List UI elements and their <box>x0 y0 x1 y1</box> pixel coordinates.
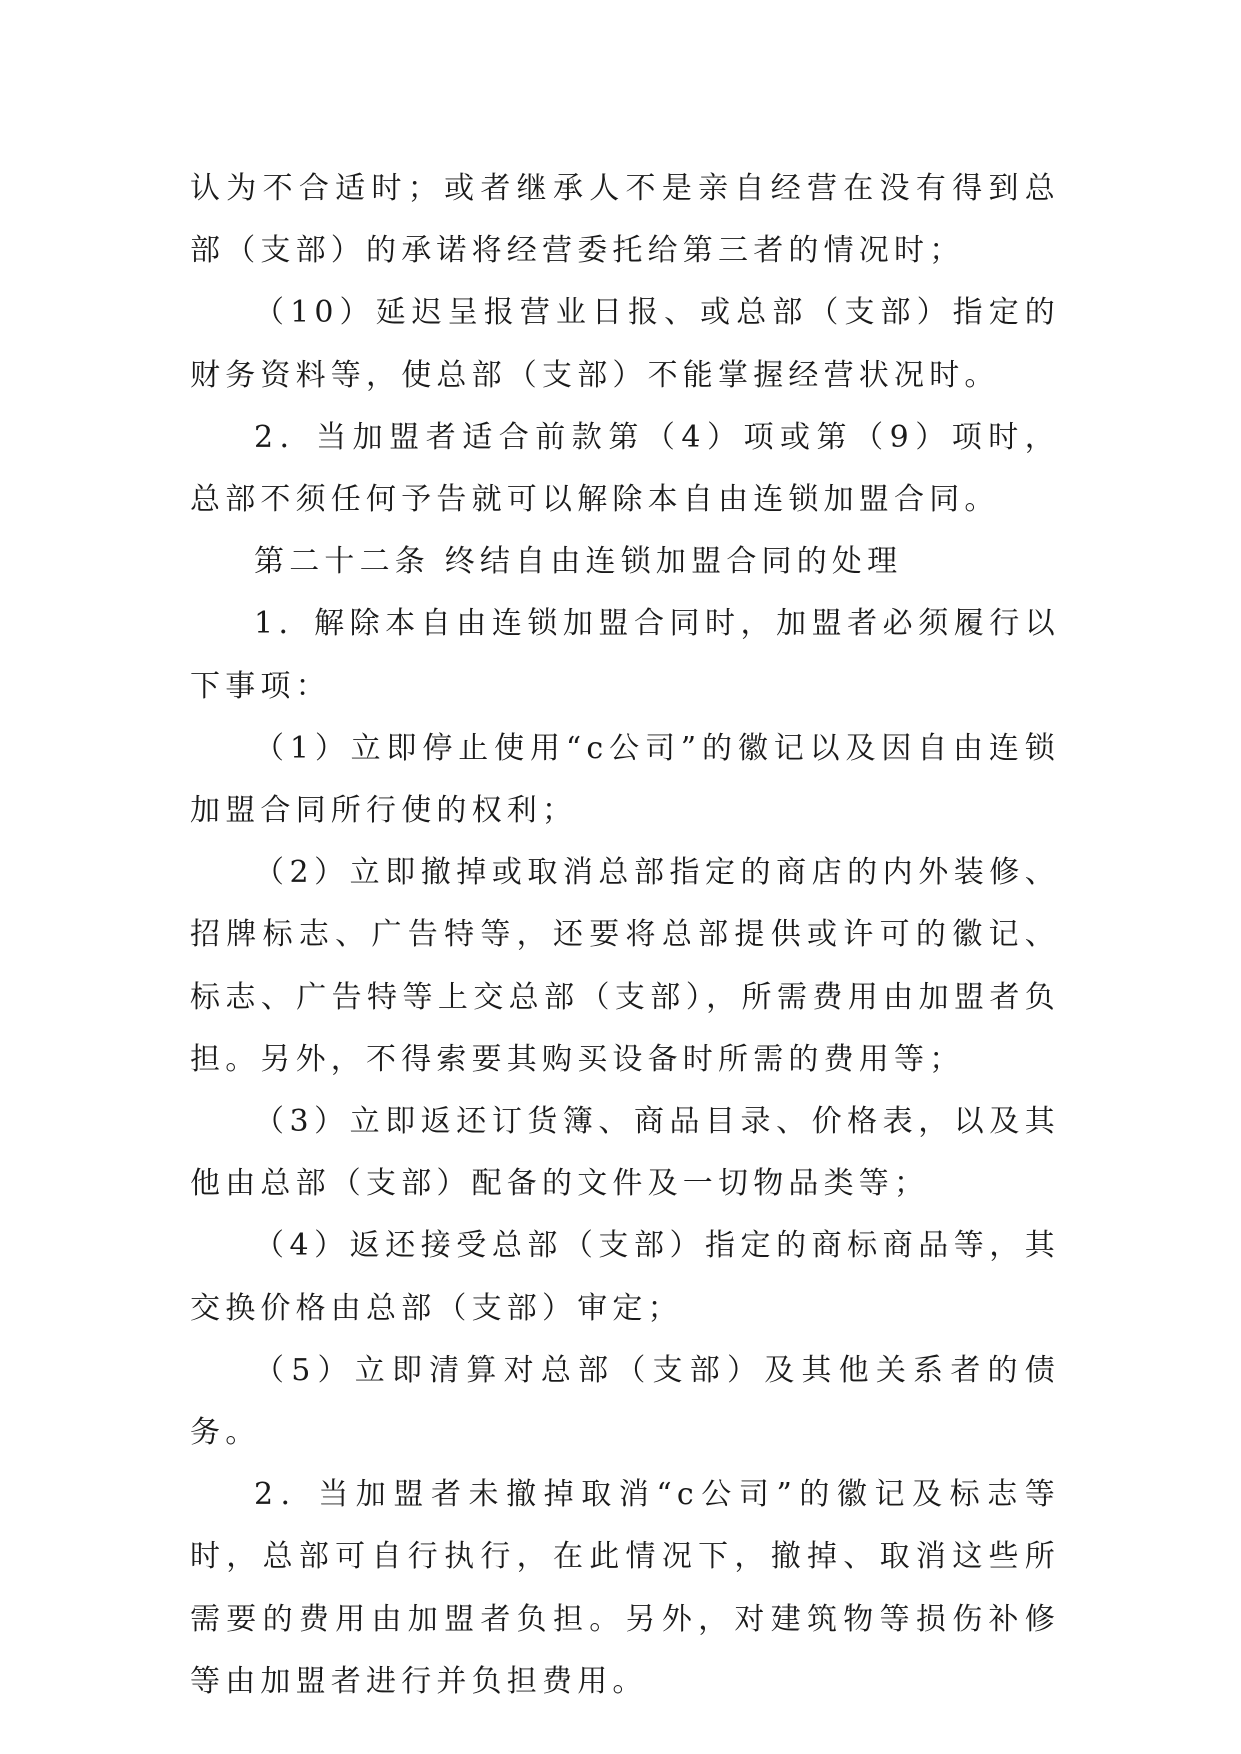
paragraph-item-2: 2．当加盟者适合前款第（4）项或第（9）项时，总部不须任何予告就可以解除本自由连锁加盟合同。 <box>190 419 1060 518</box>
article-heading-22: 第二十二条 终结自由连锁加盟合同的处理 <box>254 544 903 580</box>
paragraph-continuation: 认为不合适时；或者继承人不是亲自经营在没有得到总部（支部）的承诺将经营委托给第三者的情况时； <box>190 171 1060 269</box>
paragraph-item-2-final: 2．当加盟者未撤掉取消“c公司”的徽记及标志等时，总部可自行执行，在此情况下，撤掉、取消这些所需要的费用由加盟者负担。另外，对建筑物等损伤补修等由加盟者进行并负担费用。 <box>190 1477 1060 1699</box>
paragraph-clause-3: （3）立即返还订货簿、商品目录、价格表，以及其他由总部（支部）配备的文件及一切物品类等； <box>190 1104 1060 1202</box>
paragraph-item-1: 1．解除本自由连锁加盟合同时，加盟者必须履行以下事项： <box>190 606 1060 704</box>
paragraph-clause-1: （1）立即停止使用“c公司”的徽记以及因自由连锁加盟合同所行使的权利； <box>190 730 1060 829</box>
document-body <box>190 158 1060 1713</box>
paragraph-clause-4: （4）返还接受总部（支部）指定的商标商品等，其交换价格由总部（支部）审定； <box>190 1228 1060 1326</box>
paragraph-clause-10: （10）延迟呈报营业日报、或总部（支部）指定的财务资料等，使总部（支部）不能掌握经营状况时。 <box>190 295 1060 393</box>
paragraph-clause-5: （5）立即清算对总部（支部）及其他关系者的债务。 <box>190 1352 1060 1451</box>
paragraph-clause-2: （2）立即撤掉或取消总部指定的商店的内外装修、招牌标志、广告特等，还要将总部提供或许可的徽记、标志、广告特等上交总部（支部），所需费用由加盟者负担。另外，不得索要其购买设备时所需的费用等； <box>190 855 1060 1077</box>
